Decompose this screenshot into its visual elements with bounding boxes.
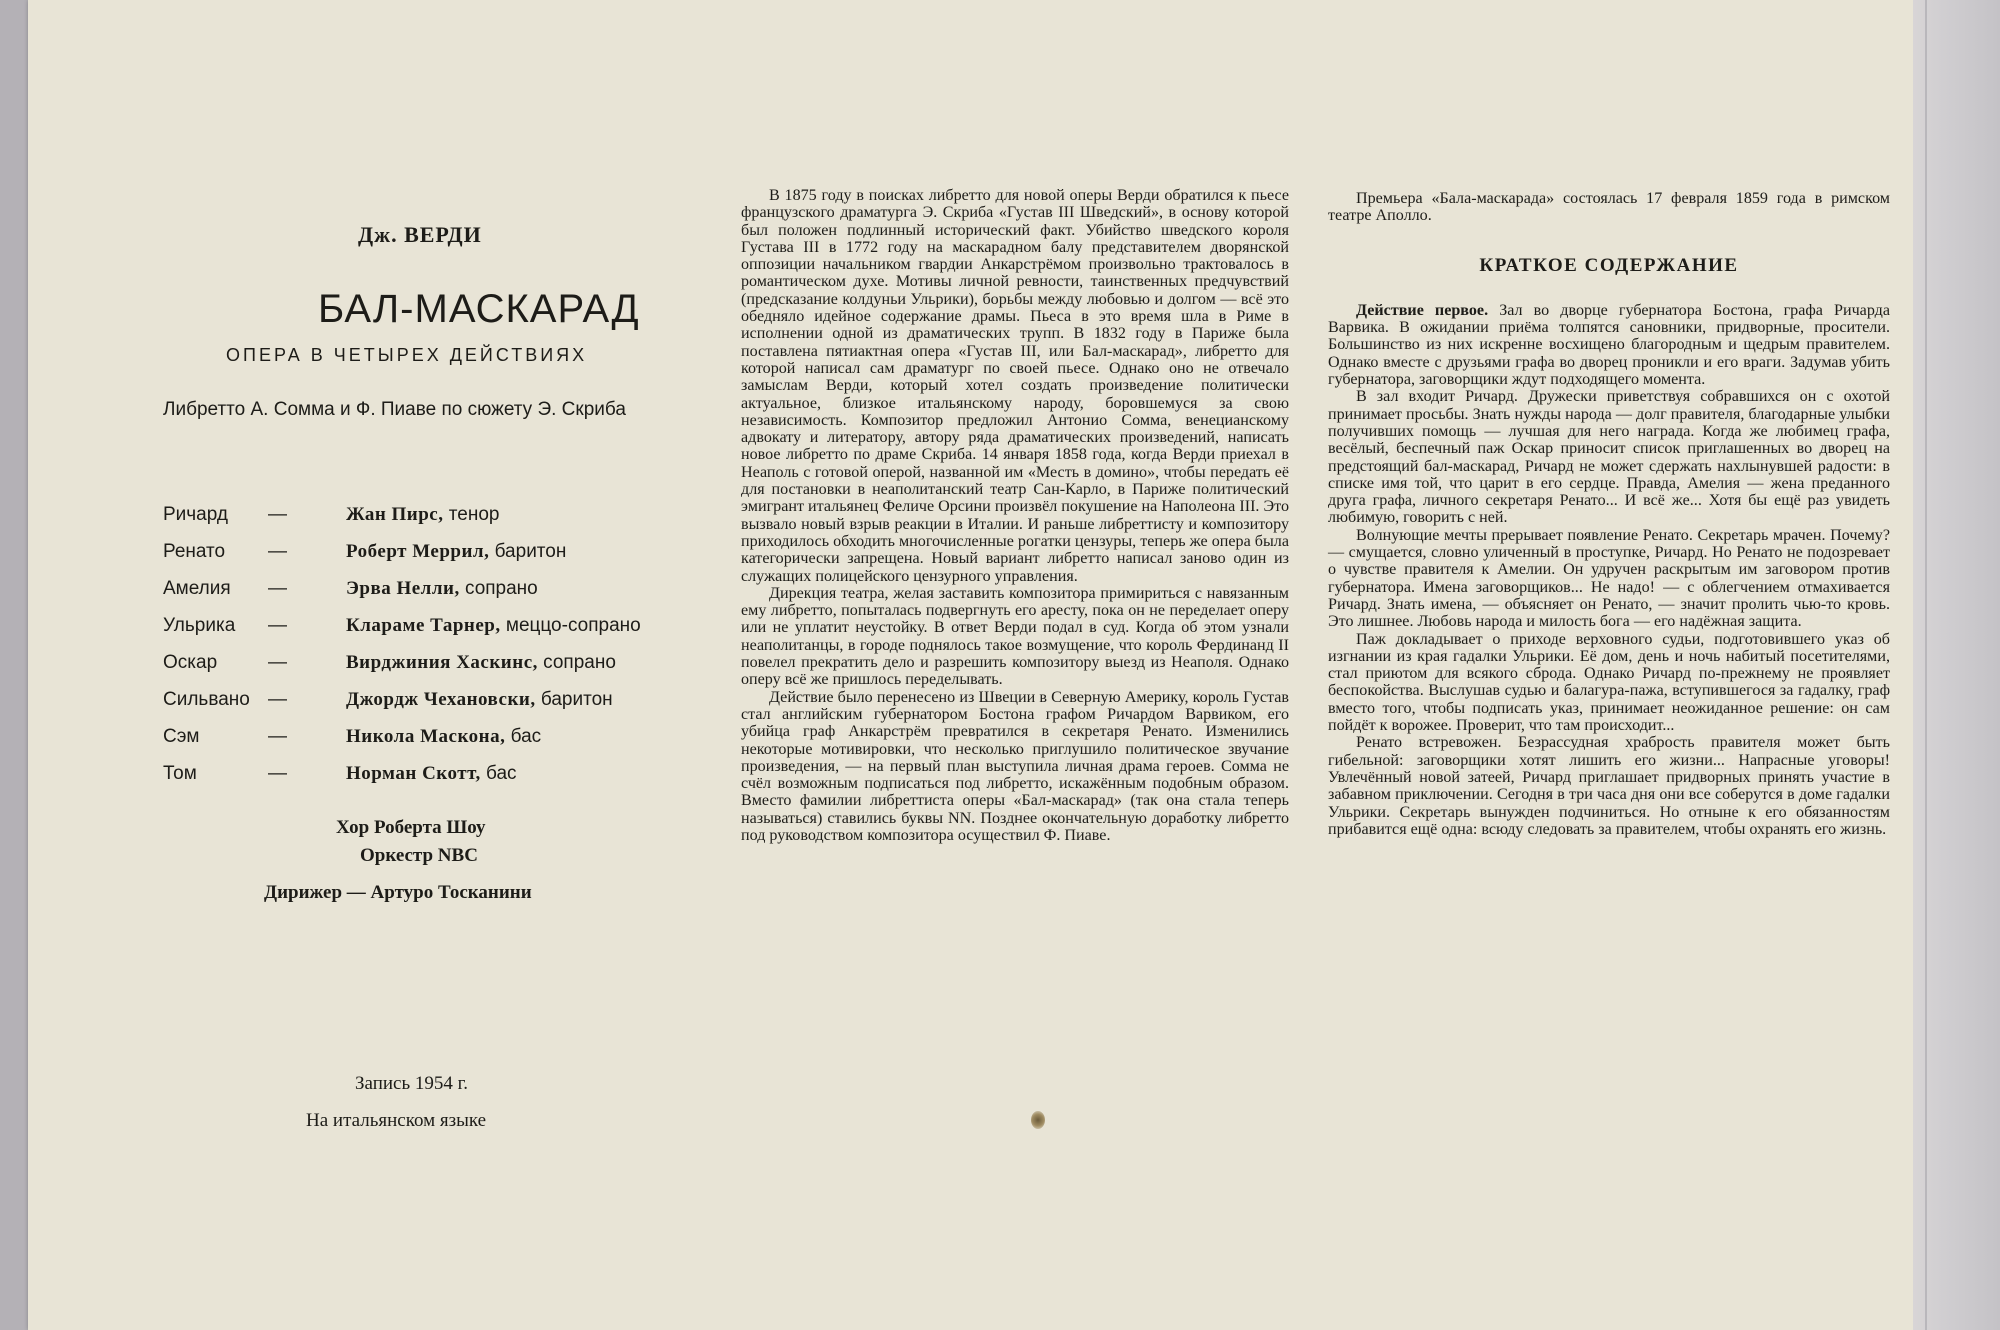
synopsis-paragraph: Волнующие мечты прерывает появление Ренато. Секретарь мрачен. Почему? — смущается, словно уличенный в проступке, Ричард. Но Ренато не подозревает о чувстве правителя к Амелии. Он удручен раскрытым им заговором против губернатора. Имена заговорщиков... Не надо! — с облегчением отмахивается Ричард. Знать имена, — объясняет он Ренато, — значит пролить чью-то кровь. Это лишнее. Любовь народа и милость бога — его надёжная защита. — [1328, 526, 1890, 631]
history-paragraph: Дирекция театра, желая заставить композитора примириться с навязанным ему либретто, попыталась подвергнуть его аресту, пока он не переделает оперу или не уплатит неустойку. В ответ Верди подал в суд. Когда об этом узнали неаполитанцы, в городе поднялось такое возмущение, что король Фердинанд II повелел прекратить дело и разрешить композитору выезд из Неаполя. Однако оперу всё же пришлось переделывать. — [741, 584, 1289, 689]
synopsis-title: КРАТКОЕ СОДЕРЖАНИЕ — [1479, 254, 1739, 276]
cast-row — [163, 646, 763, 683]
performer-name: Джордж Чехановски, — [346, 689, 536, 710]
voice-type: бас — [486, 763, 517, 784]
performer-name: Норман Скотт, — [346, 763, 481, 784]
cast-row — [163, 683, 763, 720]
synopsis-paragraph: Паж докладывает о приходе верховного судьи, подготовившего указ об изгнании из края гадалки Ульрики. Её дом, день и ночь набитый посетителями, стал приютом для всякого сброда. Однако Ричард по-прежнему не проявляет беспокойства. Выслушав судью и балагура-пажа, вступившегося за гадалку, граф вместо того, чтобы подписать указ, принимает неожиданное решение: он сам пойдёт к ворожее. Проверит, что там происходит... — [1328, 630, 1890, 735]
synopsis-paragraph — [1328, 302, 1890, 388]
cast-dash: — — [268, 726, 287, 747]
opera-title: БАЛ-МАСКАРАД — [318, 287, 640, 331]
orchestra-credit: Оркестр NBC — [360, 845, 478, 866]
cast-dash: — — [268, 504, 287, 525]
cast-dash: — — [268, 615, 287, 636]
synopsis-column — [1328, 190, 1890, 838]
paper-smudge — [1031, 1111, 1045, 1129]
cast-role: Том — [163, 763, 197, 784]
voice-type: сопрано — [464, 578, 538, 599]
cast-row — [163, 609, 763, 646]
cast-role: Ренато — [163, 541, 226, 562]
cast-role: Сильвано — [163, 689, 250, 710]
cast-role: Сэм — [163, 726, 200, 747]
cast-performer — [346, 615, 641, 637]
voice-type: сопрано — [543, 652, 616, 673]
synopsis-text: Зал во дворце губернатора Бостона, графа Ричарда Варвика. В ожидании приёма толпятся сановники, придворные, просители. Большинство из них искренне восхищено благородным и щедрым правителем. Однако вместе с друзьями графа во дворец проникли и его враги. Задумав убить губернатора, заговорщики ждут подходящего момента. — [1328, 301, 1890, 389]
cast-dash: — — [268, 763, 287, 784]
performer-name: Роберт Меррил, — [346, 541, 490, 562]
cast-performer — [346, 578, 538, 600]
voice-type: бас — [510, 726, 542, 747]
cast-dash: — — [268, 652, 287, 673]
cast-performer — [346, 652, 616, 674]
performer-name: Жан Пирс, — [346, 504, 444, 525]
performer-name: Кларамe Тарнер, — [346, 615, 501, 636]
cast-dash: — — [268, 578, 287, 599]
cast-dash: — — [268, 689, 287, 710]
libretto-credit: Либретто А. Сомма и Ф. Пиаве по сюжету Э. Скриба — [163, 399, 626, 420]
cast-dash: — — [268, 541, 287, 562]
composer-name: Дж. ВЕРДИ — [358, 222, 482, 247]
fold-line — [1925, 0, 1927, 1330]
cast-row — [163, 572, 763, 609]
opera-subtitle: ОПЕРА В ЧЕТЫРЕХ ДЕЙСТВИЯХ — [226, 345, 588, 365]
voice-type: баритон — [540, 689, 613, 710]
performer-name: Никола Маскона, — [346, 726, 506, 747]
history-column — [741, 187, 1289, 844]
cast-row — [163, 535, 763, 572]
booklet-page — [28, 0, 1913, 1330]
cast-list — [163, 498, 763, 794]
performer-name: Эрва Нелли, — [346, 578, 460, 599]
cast-performer — [346, 504, 499, 526]
cast-role: Ричард — [163, 504, 228, 525]
cast-row — [163, 720, 763, 757]
cast-performer — [346, 763, 517, 785]
performer-name: Вирджиния Хаскинс, — [346, 652, 538, 673]
history-paragraph: Действие было перенесено из Швеции в Северную Америку, король Густав стал английским губернатором Бостона графом Ричардом Варвиком, его убийца граф Анкарстрём превратился в секретаря Ренато. Изменились некоторые мотивировки, что несколько приглушило политическое звучание произведения, — на первый план выступила личная драма героев. Сомма не счёл возможным подписаться под либретто, искажённым подобным образом. Вместо фамилии либреттиста оперы «Бал-маскарад» (так она стала теперь называться) ставились буквы NN. Позднее окончательную доработку либретто под руководством композитора осуществил Ф. Пиаве. — [741, 688, 1289, 844]
choir-credit: Хор Роберта Шоу — [336, 817, 486, 838]
cast-role: Оскар — [163, 652, 218, 673]
recording-language: На итальянском языке — [306, 1110, 487, 1131]
cast-performer — [346, 689, 613, 711]
history-paragraph: В 1875 году в поисках либретто для новой оперы Верди обратился к пьесе французского драматурга Э. Скриба «Густав III Шведский», в основу которой был положен подлинный исторический факт. Убийство шведского короля Густава III в 1772 году на маскарадном балу представителем дворянской оппозиции начальником гвардии Анкарстрёмом произвольно трактовалось в романтическом духе. Мотивы личной ревности, таинственных предчувствий (предсказание колдуньи Ульрики), борьбы между любовью и долгом — всё это обедняло идейное содержание драмы. Пьеса в это время шла в Риме в исполнении одной из драматических трупп. В 1832 году в Париже была поставлена пятиактная опера «Густав III, или Бал-маскарад», либретто для которой написал сам драматург по своей пьесе. Однако оно не отвечало замыслам Верди, который хотел создать произведение политически актуальное, близкое итальянскому народу, боровшемуся за свою независимость. Композитор предложил Антонио Сомма, венецианскому адвокату и литератору, автору ряда драматических произведений, написать новое либретто по драме Скриба. 14 января 1858 года, когда Верди приехал в Неаполь с готовой оперой, названной им «Месть в домино», чтобы передать её для постановки в неаполитанский театр Сан-Карло, в Париже политический эмигрант итальянец Феличе Орсини произвёл покушение на Наполеона III. Это вызвало новый взрыв реакции в Италии. И раньше либреттисту и композитору приходилось обходить многочисленные рогатки цензуры, теперь же опера была категорически запрещена. Новый вариант либретто написал заново один из служащих полицейского цензурного управления. — [741, 187, 1289, 585]
act-label: Действие первое. — [1356, 301, 1489, 319]
cast-row — [163, 498, 763, 535]
voice-type: меццо-сопрано — [505, 615, 641, 636]
cast-row — [163, 757, 763, 794]
cast-performer — [346, 541, 566, 563]
cast-performer — [346, 726, 541, 748]
synopsis-paragraph: В зал входит Ричард. Дружески приветствуя собравшихся он с охотой принимает просьбы. Знать нужды народа — долг правителя, благодарные улыбки получивших помощь — лучшая для него награда. Когда же любимец графа, весёлый, беспечный паж Оскар приносит список приглашенных во дворец на предстоящий бал-маскарад, Ричард не может сдержать нахлынувшей радости: в списке имя той, что царит в его сердце. Правда, Амелия — жена преданного друга графа, личного секретаря Ренато... И всё же... Хотя бы ещё раз увидеть любимую, говорить с ней. — [1328, 388, 1890, 527]
conductor-credit: Дирижер — Артуро Тосканини — [264, 882, 532, 903]
premiere-note: Премьера «Бала-маскарада» состоялась 17 февраля 1859 года в римском театре Аполло. — [1328, 190, 1890, 225]
cast-role: Амелия — [163, 578, 231, 599]
cast-role: Ульрика — [163, 615, 236, 636]
voice-type: тенор — [448, 504, 500, 525]
synopsis-paragraph: Ренато встревожен. Безрассудная храбрость правителя может быть гибельной: заговорщики хотят лишить его жизни... Напрасные уговоры! Увлечённый новой затеей, Ричард приглашает придворных принять участие в забавном приключении. Сегодня в три часа дня они все соберутся в доме гадалки Ульрики. Секретарь вынужден подчиниться. Но отныне к его обязанностям прибавится ещё одна: всюду следовать за правителем, чтобы охранять его жизнь. — [1328, 734, 1890, 838]
recording-year: Запись 1954 г. — [355, 1073, 469, 1094]
voice-type: баритон — [494, 541, 567, 562]
